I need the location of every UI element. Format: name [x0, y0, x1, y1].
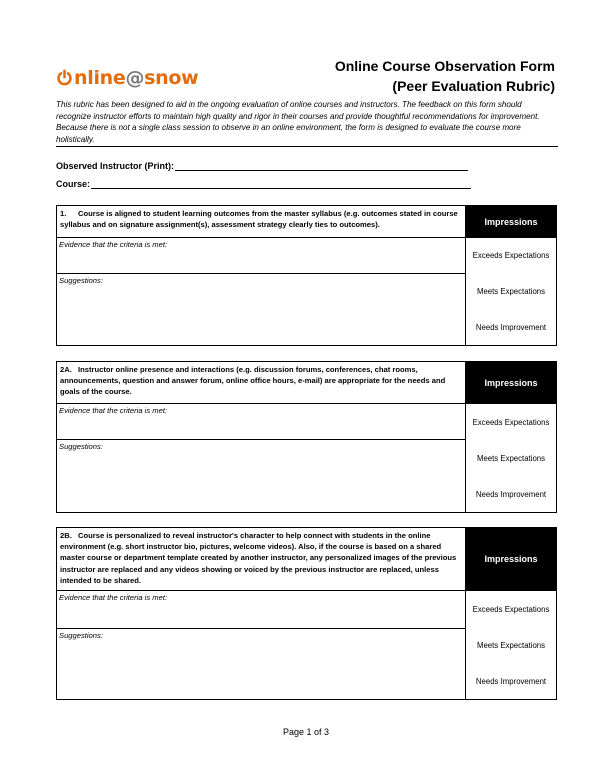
- suggestions-label: Suggestions:: [59, 442, 103, 451]
- option-needs-improvement[interactable]: Needs Improvement: [475, 489, 547, 499]
- intro-paragraph: This rubric has been designed to aid in the ongoing evaluation of online courses and instructors. The feedback on this form should recognize instructor efforts to maintain high quality and rigor in their courses and provide thoughtful recommendations for improvement. Because there is not a single class session to observe in an online environment, the form is designed to evaluate the course more holistically.: [56, 100, 540, 144]
- course-input-line[interactable]: [91, 179, 471, 189]
- evidence-field[interactable]: [57, 238, 465, 274]
- evidence-field[interactable]: [57, 404, 465, 440]
- online-at-snow-logo: [56, 66, 198, 90]
- instructor-input-line[interactable]: [175, 161, 468, 171]
- criterion-number: 2B.: [60, 531, 72, 540]
- option-meets-expectations[interactable]: Meets Expectations: [476, 453, 546, 463]
- suggestions-field[interactable]: [57, 274, 465, 345]
- page-number: Page 1 of 3: [282, 727, 330, 737]
- criterion-box-2b: [56, 527, 557, 700]
- criterion-description: Course is aligned to student learning outcomes from the master syllabus (e.g. outcomes stated in course syllabus and on signature assignment(s), assessment strategy clearly ties to outcomes).: [60, 209, 458, 230]
- suggestions-label: Suggestions:: [59, 631, 103, 640]
- evidence-label: Evidence that the criteria is met:: [59, 406, 168, 415]
- criterion-text-1: [57, 206, 465, 238]
- power-icon: [56, 69, 73, 87]
- course-label: Course:: [56, 179, 91, 189]
- suggestions-label: Suggestions:: [59, 276, 103, 285]
- header-divider: [56, 146, 558, 147]
- criterion-box-1: [56, 205, 557, 346]
- form-subtitle: (Peer Evaluation Rubric): [392, 78, 555, 94]
- impressions-header: Impressions: [466, 528, 556, 591]
- instructor-label: Observed Instructor (Print):: [56, 161, 175, 171]
- logo-text-online: nline: [74, 67, 126, 89]
- form-title: Online Course Observation Form: [334, 58, 555, 74]
- evidence-label: Evidence that the criteria is met:: [59, 240, 168, 249]
- impressions-header: Impressions: [466, 206, 556, 238]
- criterion-text-2a: [57, 362, 465, 404]
- suggestions-field[interactable]: [57, 440, 465, 512]
- option-needs-improvement[interactable]: Needs Improvement: [475, 322, 547, 332]
- logo-text-snow: snow: [144, 67, 199, 89]
- option-meets-expectations[interactable]: Meets Expectations: [476, 640, 546, 650]
- criterion-text-2b: [57, 528, 465, 591]
- option-exceeds-expectations[interactable]: Exceeds Expectations: [472, 604, 550, 614]
- option-exceeds-expectations[interactable]: Exceeds Expectations: [472, 417, 550, 427]
- criterion-description: Course is personalized to reveal instructor's character to help connect with students in the online environment (e.g. short instructor bio, pictures, welcome videos). Also, if the course is based on a shared master course or department template created by another instructor, any personalized images of the previous instructor are replaced and any videos showing or voiced by the previous instructor are replaced, unless intended to be shared.: [60, 531, 457, 585]
- option-meets-expectations[interactable]: Meets Expectations: [476, 287, 546, 296]
- suggestions-field[interactable]: [57, 629, 465, 699]
- criterion-number: 2A.: [60, 365, 72, 374]
- instructor-field[interactable]: [56, 161, 468, 171]
- impressions-header: Impressions: [466, 362, 556, 404]
- evidence-field[interactable]: [57, 591, 465, 629]
- option-exceeds-expectations[interactable]: Exceeds Expectations: [472, 251, 550, 261]
- option-needs-improvement[interactable]: Needs Improvement: [475, 676, 547, 686]
- criterion-description: Instructor online presence and interactions (e.g. discussion forums, conferences, chat rooms, announcements, question and answer forum, online office hours, e-mail) are appropriate for the needs and goals of the course.: [60, 365, 446, 397]
- evidence-label: Evidence that the criteria is met:: [59, 593, 168, 602]
- criterion-box-2a: [56, 361, 557, 513]
- criterion-number: 1.: [60, 209, 67, 218]
- course-field[interactable]: [56, 179, 471, 189]
- logo-text-at: @: [125, 67, 145, 89]
